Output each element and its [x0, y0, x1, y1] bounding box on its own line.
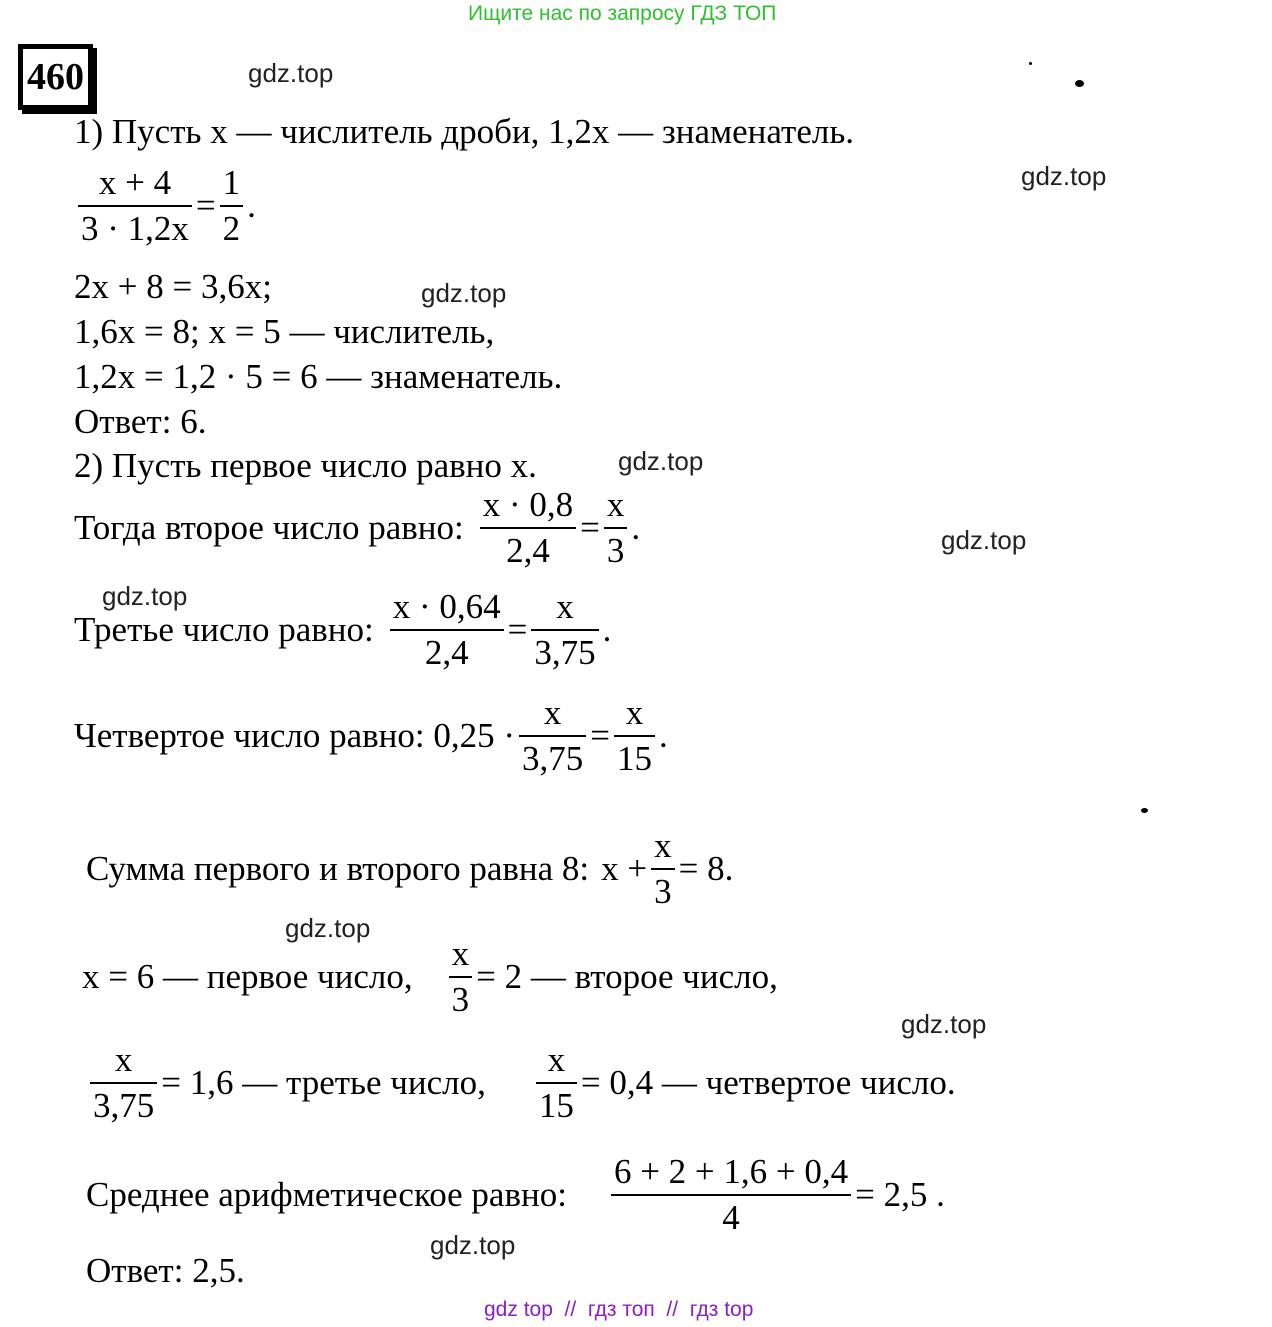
numerator: x · 0,8 [482, 485, 574, 524]
watermark: gdz.top [102, 581, 188, 611]
numerator: x · 0,64 [392, 587, 501, 626]
part1-intro: 1) Пусть x — числитель дроби, 1,2x — знаменатель. [74, 112, 855, 151]
part1-equation [74, 163, 256, 249]
part1-answer: Ответ: 6. [74, 402, 207, 441]
fraction [651, 826, 675, 912]
denominator: 15 [538, 1086, 574, 1125]
denominator: 3,75 [534, 633, 596, 672]
denominator: 3,75 [522, 739, 584, 778]
watermark: gdz.top [248, 58, 334, 88]
fraction [604, 485, 628, 571]
numerator: x [547, 1040, 566, 1079]
third-number-line: Третье число равно: $\frac{x \cdot 0,64}{2,4}$ = $\frac{x}{3,75}$ . [74, 587, 612, 672]
denominator: 3,75 [93, 1086, 155, 1125]
watermark: gdz.top [618, 446, 704, 476]
watermark: gdz.top [1021, 161, 1107, 191]
denominator: 3 · 1,2x [81, 209, 189, 248]
scan-speck [1075, 80, 1084, 87]
numerator: x [543, 693, 562, 732]
numerator: x [654, 826, 672, 865]
numerator: 1 [222, 163, 241, 202]
numerator: x [625, 693, 644, 732]
fourth-value: = 0,4 — четвертое число. [580, 1063, 956, 1102]
watermark: gdz.top [941, 525, 1027, 555]
denominator: 3 [654, 872, 672, 911]
denominator: 15 [617, 739, 653, 778]
fraction [78, 163, 192, 249]
mean-value: = 2,5 . [855, 1175, 945, 1214]
numerator: x [114, 1040, 133, 1079]
denominator: 3 [606, 531, 625, 570]
sum-label: Сумма первого и второго равна 8: [86, 849, 590, 888]
watermark: gdz.top [285, 913, 371, 943]
sum-line [86, 826, 733, 912]
scan-speck [1141, 808, 1148, 813]
numerator: x [606, 485, 625, 524]
second-number-line: Тогда второе число равно: $\frac{x \cdot 0,8}{2,4}$ = $\frac{x}{3}$ . [74, 485, 641, 570]
fraction [519, 693, 586, 779]
fraction [220, 163, 244, 249]
fraction [536, 1040, 577, 1126]
fraction [480, 485, 576, 571]
second-value: = 2 — второе число, [476, 957, 778, 996]
fraction [611, 1152, 851, 1238]
third-value: = 1,6 — третье число, [161, 1063, 486, 1102]
part1-line1: 2x + 8 = 3,6x; [74, 267, 272, 306]
denominator: 3 [451, 980, 470, 1019]
numerator: 6 + 2 + 1,6 + 0,4 [613, 1152, 849, 1191]
fraction [449, 934, 473, 1020]
numerator: x + 4 [98, 163, 172, 202]
fraction [531, 587, 598, 673]
numerator: x [556, 587, 574, 626]
denominator: 2,4 [506, 531, 550, 570]
equals-sign: = [195, 186, 216, 225]
part1-line2: 1,6x = 8; x = 5 — числитель, [74, 312, 495, 351]
watermark: gdz.top [430, 1230, 516, 1260]
fourth-number-label: Четвертое число равно: 0,25 · [74, 716, 516, 755]
mean-line [86, 1152, 945, 1238]
footer-links[interactable]: gdz top // гдз топ // гдз top [484, 1298, 754, 1321]
numerator: x [451, 934, 470, 973]
second-number-label: Тогда второе число равно: [74, 508, 464, 547]
fourth-number-line: Четвертое число равно: 0,25 · $\frac{x}{3,75}$ = $\frac{x}{15}$ . [74, 693, 668, 778]
period: . [247, 186, 256, 225]
part2-answer: Ответ: 2,5. [86, 1251, 245, 1290]
fraction [614, 693, 655, 779]
fraction [90, 1040, 157, 1126]
watermark: gdz.top [901, 1009, 987, 1039]
scan-speck [1029, 62, 1032, 65]
sum-post: = 8. [678, 849, 734, 888]
sum-pre: x + [601, 849, 648, 888]
problem-number-badge: 460 [18, 44, 93, 110]
first-second-values-line [82, 934, 778, 1020]
denominator: 4 [722, 1198, 740, 1237]
first-value: x = 6 — первое число, [82, 957, 413, 996]
third-number-label: Третье число равно: [74, 610, 374, 649]
fraction [390, 587, 504, 673]
denominator: 2,4 [424, 633, 469, 672]
mean-label: Среднее арифметическое равно: [86, 1175, 567, 1214]
part2-intro: 2) Пусть первое число равно x. [74, 446, 537, 485]
part1-line3: 1,2x = 1,2 · 5 = 6 — знаменатель. [74, 357, 563, 396]
denominator: 2 [222, 209, 241, 248]
promo-banner[interactable]: Ищите нас по запросу ГДЗ ТОП [468, 2, 777, 25]
third-fourth-values-line [86, 1040, 956, 1126]
watermark: gdz.top [421, 278, 507, 308]
